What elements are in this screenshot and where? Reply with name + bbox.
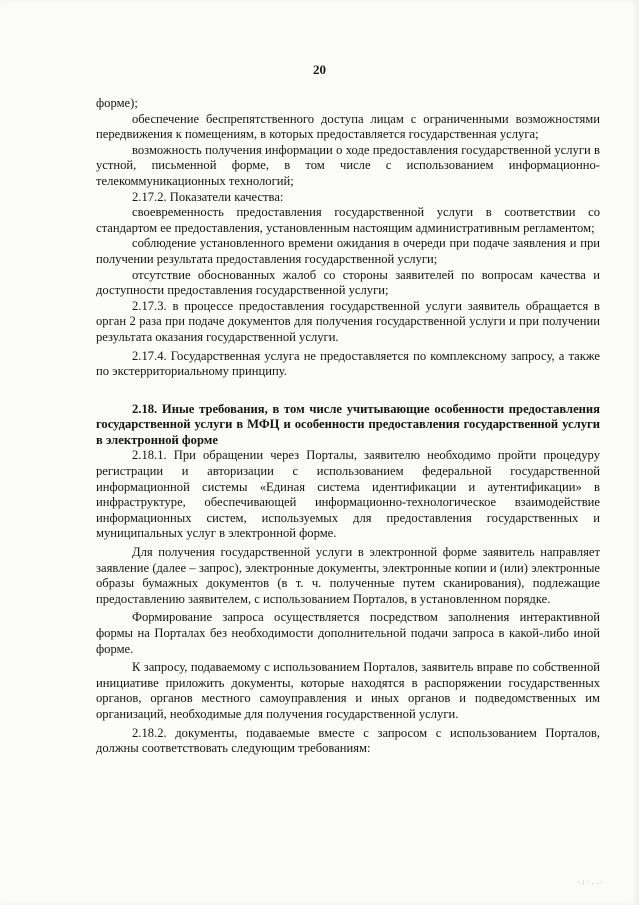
paragraph: 2.18.1. При обращении через Порталы, заявителю необходимо пройти процедуру регистрации и авторизации с использованием федеральной государственной информационной системы «Единая система идентификации и аутентификации» в инфраструктуре, обеспечивающей информационно-технологическое взаимодействие информационных систем, используемых для предоставления государственных и муниципальных услуг в электронной форме. bbox=[96, 448, 600, 541]
paragraph: своевременность предоставления государственной услуги в соответствии со стандартом ее предоставления, установленным настоящим административным регламентом; bbox=[96, 205, 600, 235]
page-number: 20 bbox=[313, 62, 326, 77]
paragraph: форме); bbox=[96, 96, 138, 110]
paragraph: соблюдение установленного времени ожидания в очереди при подаче заявления и при получении результата предоставления государственной услуги; bbox=[96, 236, 600, 266]
paragraph: отсутствие обоснованных жалоб со стороны заявителей по вопросам качества и доступности предоставления государственной услуги; bbox=[96, 267, 600, 298]
paragraph: Формирование запроса осуществляется посредством заполнения интерактивной формы на Порталах без необходимости дополнительной подачи запроса в какой-либо иной форме. bbox=[96, 610, 600, 656]
paragraph: возможность получения информации о ходе предоставления государственной услуги в устной, письменной форме, в том числе с использованием информационно-телекоммуникационных технологий; bbox=[96, 142, 600, 188]
paragraph: К запросу, подаваемому с использованием Порталов, заявитель вправе по собственной инициативе приложить документы, которые находятся в распоряжении государственных органов, органов местного самоуправления и иных органов и подведомственных им организаций, необходимые для получения государственной услуги. bbox=[96, 660, 600, 721]
paragraph: 2.17.4. Государственная услуга не предоставляется по комплексному запросу, а также по экстерриториальному принципу. bbox=[96, 348, 600, 379]
section-heading: 2.18. Иные требования, в том числе учитывающие особенности предоставления государственной услуги в МФЦ и особенности предоставления государственной услуги в электронной форме bbox=[96, 401, 600, 447]
paragraph: обеспечение беспрепятственного доступа лицам с ограниченными возможностями передвижения к помещениям, в которых предоставляется государственная услуга; bbox=[96, 111, 600, 142]
scan-artifact: ·:·..· bbox=[577, 879, 605, 886]
paragraph: 2.18.2. документы, подаваемые вместе с запросом с использованием Порталов, должны соответствовать следующим требованиям: bbox=[96, 725, 600, 756]
paragraph: 2.17.2. Показатели качества: bbox=[132, 189, 284, 204]
paragraph: Для получения государственной услуги в электронной форме заявитель направляет заявление (далее – запрос), электронные документы, электронные копии и (или) электронные образы бумажных документов (в т. ч. полученные путем сканирования), подлежащие предоставлению заявителем, с использованием Порталов, в установленном порядке. bbox=[96, 545, 600, 606]
paragraph: 2.17.3. в процессе предоставления государственной услуги заявитель обращается в орган 2 раза при подаче документов для получения государственной услуги и при получении результата оказания государственной услуги. bbox=[96, 298, 600, 344]
document-body bbox=[96, 96, 600, 757]
